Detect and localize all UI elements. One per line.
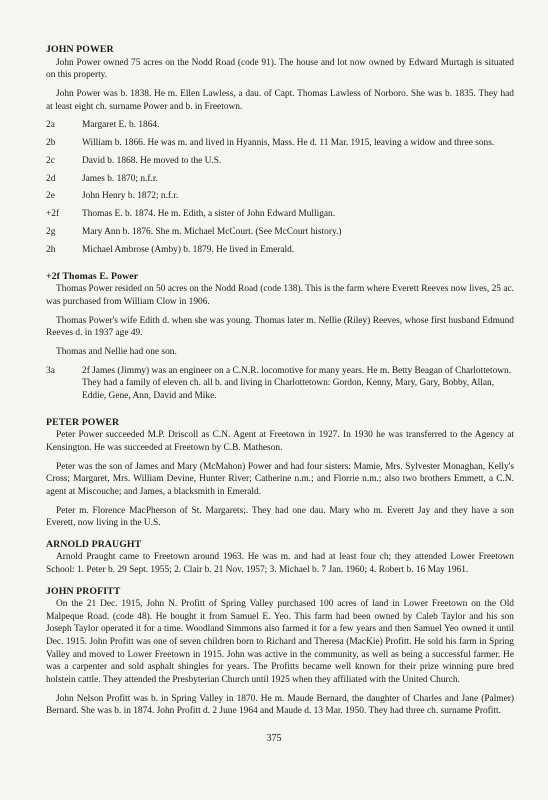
child-text: William b. 1866. He was m. and lived in Hyannis, Mass. He d. 11 Mar. 1915, leaving a widow and three sons. bbox=[82, 138, 495, 149]
child-text: Mary Ann b. 1876. She m. Michael McCourt. (See McCourt history.) bbox=[82, 227, 342, 238]
page-content bbox=[46, 44, 514, 718]
section-heading: JOHN PROFITT bbox=[46, 585, 121, 597]
paragraph: John Nelson Profitt was b. in Spring Valley in 1870. He m. Maude Bernard, the daughter of Charles and Jane (Palmer) Bernard. She was b. in 1874. John Profitt d. 2 June 1964 and Maude d. 13 Mar. 1950. They had three ch. surname Profitt. bbox=[46, 693, 514, 717]
paragraph: Thomas and Nellie had one son. bbox=[56, 346, 177, 357]
child-code: 2h bbox=[46, 244, 56, 255]
paragraph: John Power was b. 1838. He m. Ellen Lawless, a dau. of Capt. Thomas Lawless of Norboro. She was b. 1835. They had at least eight ch. surname Power and b. in Freetown. bbox=[46, 88, 514, 112]
child-code: 2e bbox=[46, 191, 55, 202]
section-thomas-e-power bbox=[46, 271, 514, 403]
child-entry bbox=[46, 365, 514, 403]
child-entry bbox=[46, 208, 514, 221]
section-john-power bbox=[46, 44, 514, 256]
section-peter-power bbox=[46, 417, 514, 530]
child-entry bbox=[46, 119, 514, 132]
child-text: David b. 1868. He moved to the U.S. bbox=[82, 155, 222, 166]
page-number: 375 bbox=[266, 733, 282, 744]
child-text: Michael Ambrose (Amby) b. 1879. He lived in Emerald. bbox=[82, 244, 295, 255]
section-arnold-praught bbox=[46, 539, 514, 577]
child-text: James b. 1870; n.f.r. bbox=[82, 173, 158, 184]
paragraph: John Power owned 75 acres on the Nodd Road (code 91). The house and lot now owned by Edward Murtagh is situated on this property. bbox=[46, 57, 514, 81]
child-code: 2g bbox=[46, 227, 56, 238]
section-heading: ARNOLD PRAUGHT bbox=[46, 538, 142, 550]
child-text: Margaret E. b. 1864. bbox=[82, 120, 160, 131]
child-code: 2b bbox=[46, 138, 56, 149]
paragraph: Thomas Power resided on 50 acres on the Nodd Road (code 138). This is the farm where Everett Reeves now lives, 25 ac. was purchased from William Clow in 1906. bbox=[46, 284, 514, 307]
child-entry bbox=[46, 190, 514, 203]
child-code: 2a bbox=[46, 120, 55, 131]
section-john-profitt bbox=[46, 586, 514, 718]
section-heading: +2f Thomas E. Power bbox=[46, 270, 139, 282]
paragraph: On the 21 Dec. 1915, John N. Profitt of Spring Valley purchased 100 acres of land in Lower Freetown on the Old Malpeque Road. (code 48). He bought it from Samuel E. Yeo. This farm had been owned by Caleb Taylor and his son Joseph Taylor operated it for a time. Woodland Simmons also farmed it for a few years and then Samuel Yeo owned it until Dec. 1915. John Profitt was one of seven children born to Richard and Theresa (MacKie) Profitt. He sold his farm in Spring Valley and moved to Lower Freetown in 1915. John was active in the community, as well as being a successful farmer. He was a carpenter and sold asphalt shingles for years. The Profitts became well known for their prize winning pure bred holstein cattle. They attended the Presbyterian Church until 1925 when they affiliated with the United Church. bbox=[46, 599, 514, 685]
child-code: 3a bbox=[46, 365, 55, 376]
section-heading: JOHN POWER bbox=[46, 44, 114, 55]
child-entry bbox=[46, 155, 514, 168]
child-entry bbox=[46, 244, 514, 257]
paragraph: Peter Power succeeded M.P. Driscoll as C.N. Agent at Freetown in 1927. In 1930 he was transferred to the Agency at Kensington. He was succeeded at Freetown by C.B. Matheson. bbox=[46, 430, 514, 453]
section-heading: PETER POWER bbox=[46, 416, 120, 428]
paragraph: Peter was the son of James and Mary (McMahon) Power and had four sisters: Mamie, Mrs. Sylvester Monaghan, Kelly's Cross; Margaret, Mrs. William Devine, Hunter River; Catherine n.m.; and Florrie n.m.; also two brothers Emmett, a C.N. agent at Miscouche; and James, a blacksmith in Emerald. bbox=[46, 461, 514, 497]
child-text: 2f James (Jimmy) was an engineer on a C.N.R. locomotive for many years. He m. Betty Beagan of Charlottetown. They had a family of eleven ch. all b. and living in Charlottetown: Gordon, Kenny, Mary, Gary, Bobby, Allan, Eddie, Gene, Ann, David and Mike. bbox=[82, 365, 512, 401]
child-text: Thomas E. b. 1874. He m. Edith, a sister of John Edward Mulligan. bbox=[82, 209, 336, 220]
paragraph: Thomas Power's wife Edith d. when she was young. Thomas later m. Nellie (Riley) Reeves, whose first husband Edmund Reeves d. in 1937 age 49. bbox=[46, 315, 514, 339]
child-code: 2d bbox=[46, 173, 56, 184]
paragraph: Peter m. Florence MacPherson of St. Margarets;. They had one dau. Mary who m. Everett Jay and they have a son Everett, now living in the U.S. bbox=[46, 505, 514, 529]
paragraph: Arnold Praught came to Freetown around 1963. He was m. and had at least four ch; they attended Lower Freetown School: 1. Peter b. 29 Sept. 1955; 2. Clair b. 21 Nov. 1957; 3. Michael b. 7 Jan. 1960; 4. Robert b. 16 May 1961. bbox=[46, 552, 514, 575]
child-text: John Henry b. 1872; n.f.r. bbox=[82, 191, 179, 202]
child-entry bbox=[46, 226, 514, 239]
child-entry bbox=[46, 137, 514, 150]
child-code: 2c bbox=[46, 155, 55, 166]
child-entry bbox=[46, 173, 514, 186]
child-code: +2f bbox=[46, 209, 60, 220]
